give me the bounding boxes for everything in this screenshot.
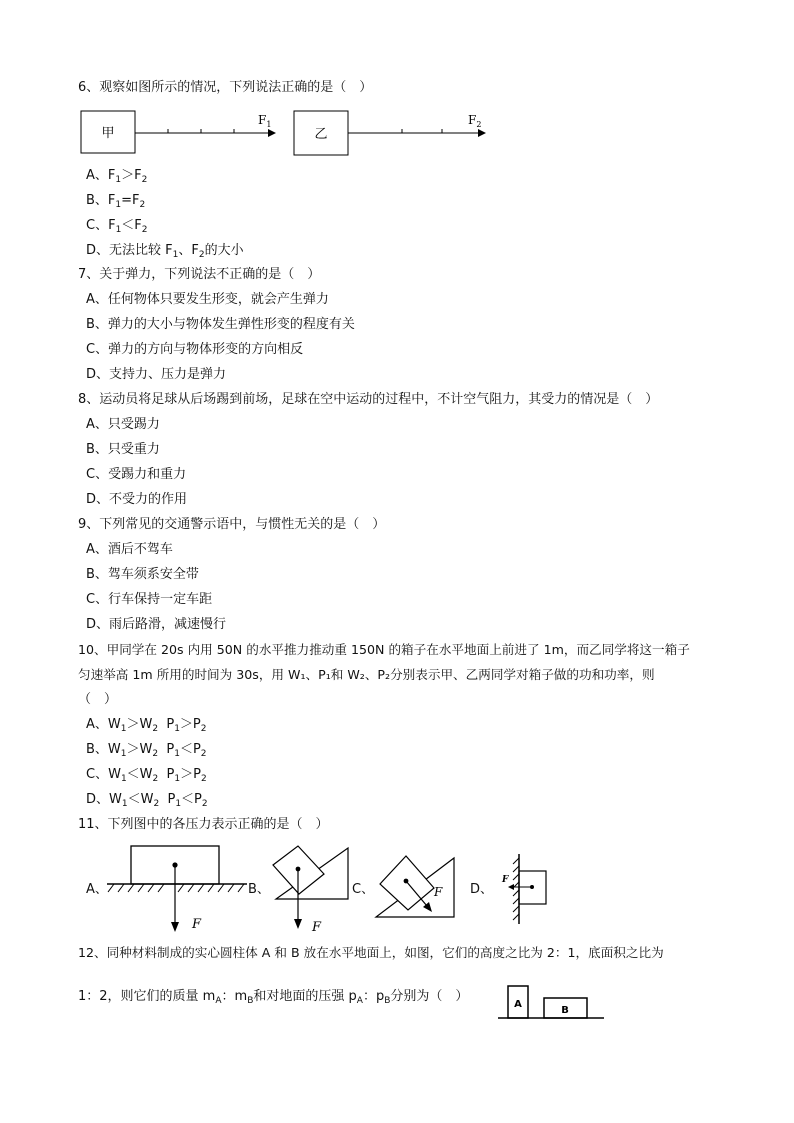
q12-line2: 1：2，则它们的质量 $m_A$：$m_B$和对地面的压强 $p_A$：$p_B$分别为（ ） <box>78 989 469 1006</box>
q9-option-d[interactable]: D、雨后路滑，减速慢行 <box>86 617 227 632</box>
q11-figure-a <box>104 842 254 937</box>
box-jia-label: 甲 <box>101 126 115 141</box>
q9-option-a[interactable]: A、酒后不驾车 <box>86 542 173 557</box>
q6-option-d[interactable]: D、无法比较 $F_1$、$F_2$的大小 <box>86 243 244 260</box>
f2-label: $F_2$ <box>468 113 482 129</box>
q11-label-a[interactable]: A、 <box>86 882 108 897</box>
q11-figure-d <box>496 852 566 932</box>
q8-option-c[interactable]: C、受踢力和重力 <box>86 467 187 482</box>
svg-text:F: F <box>434 885 443 899</box>
q9-option-c[interactable]: C、行车保持一定车距 <box>86 592 213 607</box>
q10-option-d[interactable]: D、$W_1<W_2$ $P_1<P_2$ <box>86 792 208 809</box>
q7-stem: 7、关于弹力，下列说法不正确的是（ ） <box>78 267 321 282</box>
q7-option-d[interactable]: D、支持力、压力是弹力 <box>86 367 227 382</box>
q11-label-c[interactable]: C、 <box>352 882 375 897</box>
q8-option-b[interactable]: B、只受重力 <box>86 442 160 457</box>
svg-text:F: F <box>502 875 509 885</box>
q12-line1: 12、同种材料制成的实心圆柱体 A 和 B 放在水平地面上，如图，它们的高度之比为 2：1，底面积之比为 <box>78 945 664 960</box>
q10-stem-line3: （ ） <box>78 692 118 707</box>
q10-stem-line2: 匀速举高 1m 所用的时间为 30s，用 W₁、P₁和 W₂、P₂分别表示甲、乙两同学对箱子做的功和功率，则 <box>78 667 655 682</box>
box-yi-label: 乙 <box>314 127 328 142</box>
svg-text:F: F <box>192 917 202 932</box>
q10-stem-line1: 10、甲同学在 20s 内用 50N 的水平推力推动重 150N 的箱子在水平地面上前进了 1m，而乙同学将这一箱子 <box>78 642 690 657</box>
q6-option-a[interactable]: A、$F_1>F_2$ <box>86 168 148 185</box>
svg-text:F: F <box>312 920 322 935</box>
q8-option-d[interactable]: D、不受力的作用 <box>86 492 188 507</box>
q10-option-b[interactable]: B、$W_1>W_2$ $P_1<P_2$ <box>86 742 207 759</box>
svg-text:B: B <box>561 1005 569 1016</box>
q6-option-b[interactable]: B、$F_1=F_2$ <box>86 193 146 210</box>
q8-option-a[interactable]: A、只受踢力 <box>86 417 160 432</box>
arrow-f2 <box>478 129 486 137</box>
svg-text:A: A <box>514 999 522 1010</box>
q9-stem: 9、下列常见的交通警示语中，与惯性无关的是（ ） <box>78 517 386 532</box>
q8-stem: 8、运动员将足球从后场踢到前场，足球在空中运动的过程中，不计空气阻力，其受力的情况是（ ） <box>78 392 659 407</box>
q11-stem: 11、下列图中的各压力表示正确的是（ ） <box>78 817 329 832</box>
q7-option-b[interactable]: B、弹力的大小与物体发生弹性形变的程度有关 <box>86 317 355 332</box>
q10-option-c[interactable]: C、$W_1<W_2$ $P_1>P_2$ <box>86 767 207 784</box>
q9-option-b[interactable]: B、驾车须系安全带 <box>86 567 199 582</box>
q6-option-c[interactable]: C、$F_1<F_2$ <box>86 218 148 235</box>
q6-stem: 6、观察如图所示的情况，下列说法正确的是（ ） <box>78 80 373 95</box>
q11-label-d[interactable]: D、 <box>470 882 494 897</box>
q7-option-c[interactable]: C、弹力的方向与物体形变的方向相反 <box>86 342 304 357</box>
q11-figure-b <box>268 842 358 937</box>
q6-figure <box>80 108 500 158</box>
q12-figure <box>496 982 608 1022</box>
q7-option-a[interactable]: A、任何物体只要发生形变，就会产生弹力 <box>86 292 329 307</box>
q11-label-b[interactable]: B、 <box>248 882 270 897</box>
arrow-f1 <box>268 129 276 137</box>
f1-label: $F_1$ <box>258 113 272 129</box>
q11-figure-c <box>374 852 464 937</box>
q10-option-a[interactable]: A、$W_1>W_2$ $P_1>P_2$ <box>86 717 207 734</box>
